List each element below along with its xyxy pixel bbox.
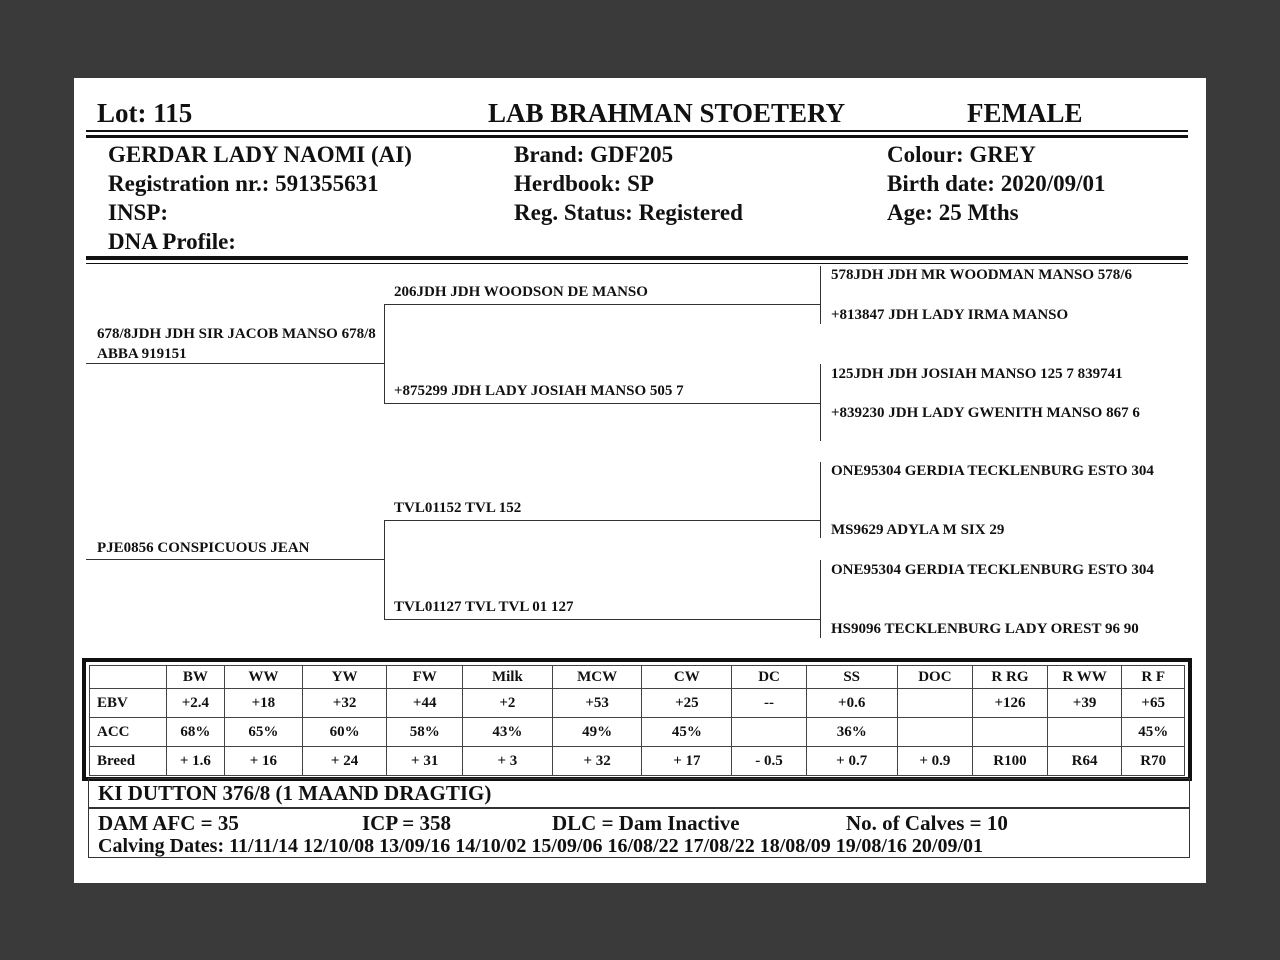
sire-dam-name: +875299 JDH LADY JOSIAH MANSO 505 7 [394,383,684,399]
colour: Colour: GREY [887,142,1036,167]
table-cell: + 31 [387,747,463,776]
age: Age: 25 Mths [887,200,1019,225]
table-cell: +126 [973,689,1048,718]
table-cell: +65 [1122,689,1185,718]
calves-count: No. of Calves = 10 [846,811,1008,835]
table-cell: 49% [552,718,642,747]
table-cell: + 32 [552,747,642,776]
great-grandparent-1: 578JDH JDH MR WOODMAN MANSO 578/6 [831,267,1132,283]
dam-dam-line [384,619,820,620]
column-header: BW [166,666,224,689]
ggp-bracket [820,364,821,441]
registration-status: Reg. Status: Registered [514,200,743,225]
lot-card [74,78,1206,883]
remark-text: KI DUTTON 376/8 (1 MAAND DRAGTIG) [98,781,492,805]
table-cell: 68% [166,718,224,747]
dam-dam-name: TVL01127 TVL TVL 01 127 [394,599,574,615]
info-rule [86,263,1188,264]
table-cell: +0.6 [806,689,897,718]
table-cell: -- [732,689,807,718]
lot-number: Lot: 115 [97,98,193,128]
ebv-row [90,689,1185,718]
great-grandparent-2: +813847 JDH LADY IRMA MANSO [831,307,1069,323]
sex-label: FEMALE [967,98,1083,128]
table-cell [973,718,1048,747]
table-cell: +32 [302,689,387,718]
row-label: Breed [90,747,167,776]
ggp-bracket [820,560,821,638]
table-cell: R70 [1122,747,1185,776]
table-cell: + 24 [302,747,387,776]
acc-row [90,718,1185,747]
header-rule [86,135,1188,138]
dam-stats-box [88,808,1190,858]
table-cell: + 0.9 [897,747,973,776]
table-cell: R100 [973,747,1048,776]
table-cell: +53 [552,689,642,718]
ebv-table [89,665,1185,776]
sire-bracket [384,304,385,403]
column-header: CW [642,666,732,689]
brand: Brand: GDF205 [514,142,674,167]
dna-profile-label: DNA Profile: [108,229,236,254]
table-cell [732,718,807,747]
dam-sire-name: TVL01152 TVL 152 [394,500,522,516]
ggp-bracket [820,266,821,324]
registration-number: Registration nr.: 591355631 [108,171,379,196]
dam-afc: DAM AFC = 35 [98,811,239,835]
table-cell: + 16 [225,747,303,776]
column-header: WW [225,666,303,689]
great-grandparent-4: +839230 JDH LADY GWENITH MANSO 867 6 [831,405,1140,421]
dlc: DLC = Dam Inactive [552,811,740,835]
sire-sire-name: 206JDH JDH WOODSON DE MANSO [394,284,648,300]
column-header: DC [732,666,807,689]
sire-sire-line [384,304,820,305]
column-header: R F [1122,666,1185,689]
column-header: Milk [463,666,553,689]
dam-sire-line [384,520,820,521]
great-grandparent-8: HS9096 TECKLENBURG LADY OREST 96 90 [831,621,1139,637]
ggp-bracket [820,462,821,538]
breed-row [90,747,1185,776]
breeder-name: LAB BRAHMAN STOETERY [488,98,846,128]
column-header: FW [387,666,463,689]
sire-dam-line [384,403,820,404]
birth-date: Birth date: 2020/09/01 [887,171,1106,196]
table-cell [1047,718,1122,747]
table-cell [897,718,973,747]
column-header: SS [806,666,897,689]
header-rule [86,130,1188,132]
great-grandparent-3: 125JDH JDH JOSIAH MANSO 125 7 839741 [831,366,1123,382]
table-cell: + 1.6 [166,747,224,776]
table-cell: 65% [225,718,303,747]
remark-box [88,778,1190,808]
table-cell: +18 [225,689,303,718]
column-header: DOC [897,666,973,689]
table-cell: 58% [387,718,463,747]
animal-name: GERDAR LADY NAOMI (AI) [108,142,412,167]
dam-bracket [384,520,385,619]
calving-dates: Calving Dates: 11/11/14 12/10/08 13/09/16 14/10/02 15/09/06 16/08/22 17/08/22 18/08/09 19/08/16 20/09/01 [98,835,984,857]
herdbook: Herdbook: SP [514,171,654,196]
info-rule [86,256,1188,260]
great-grandparent-6: MS9629 ADYLA M SIX 29 [831,522,1005,538]
table-cell: +44 [387,689,463,718]
column-header: R WW [1047,666,1122,689]
table-cell: +39 [1047,689,1122,718]
dam-name: PJE0856 CONSPICUOUS JEAN [97,540,310,556]
table-cell: 60% [302,718,387,747]
table-cell: +2 [463,689,553,718]
table-cell: + 3 [463,747,553,776]
column-header: R RG [973,666,1048,689]
sire-name: 678/8JDH JDH SIR JACOB MANSO 678/8 ABBA 919151 [97,326,376,362]
row-label: EBV [90,689,167,718]
column-header [90,666,167,689]
column-header: YW [302,666,387,689]
great-grandparent-5: ONE95304 GERDIA TECKLENBURG ESTO 304 [831,463,1154,479]
table-cell: + 0.7 [806,747,897,776]
table-cell: 43% [463,718,553,747]
great-grandparent-7: ONE95304 GERDIA TECKLENBURG ESTO 304 [831,562,1154,578]
column-header: MCW [552,666,642,689]
insp-label: INSP: [108,200,169,225]
table-cell: 45% [1122,718,1185,747]
table-cell: 36% [806,718,897,747]
table-cell: +25 [642,689,732,718]
table-cell [897,689,973,718]
ebv-header-row [90,666,1185,689]
table-cell: + 17 [642,747,732,776]
row-label: ACC [90,718,167,747]
table-cell: - 0.5 [732,747,807,776]
icp: ICP = 358 [362,811,451,835]
table-cell: +2.4 [166,689,224,718]
dam-line [86,559,384,560]
table-cell: 45% [642,718,732,747]
table-cell: R64 [1047,747,1122,776]
